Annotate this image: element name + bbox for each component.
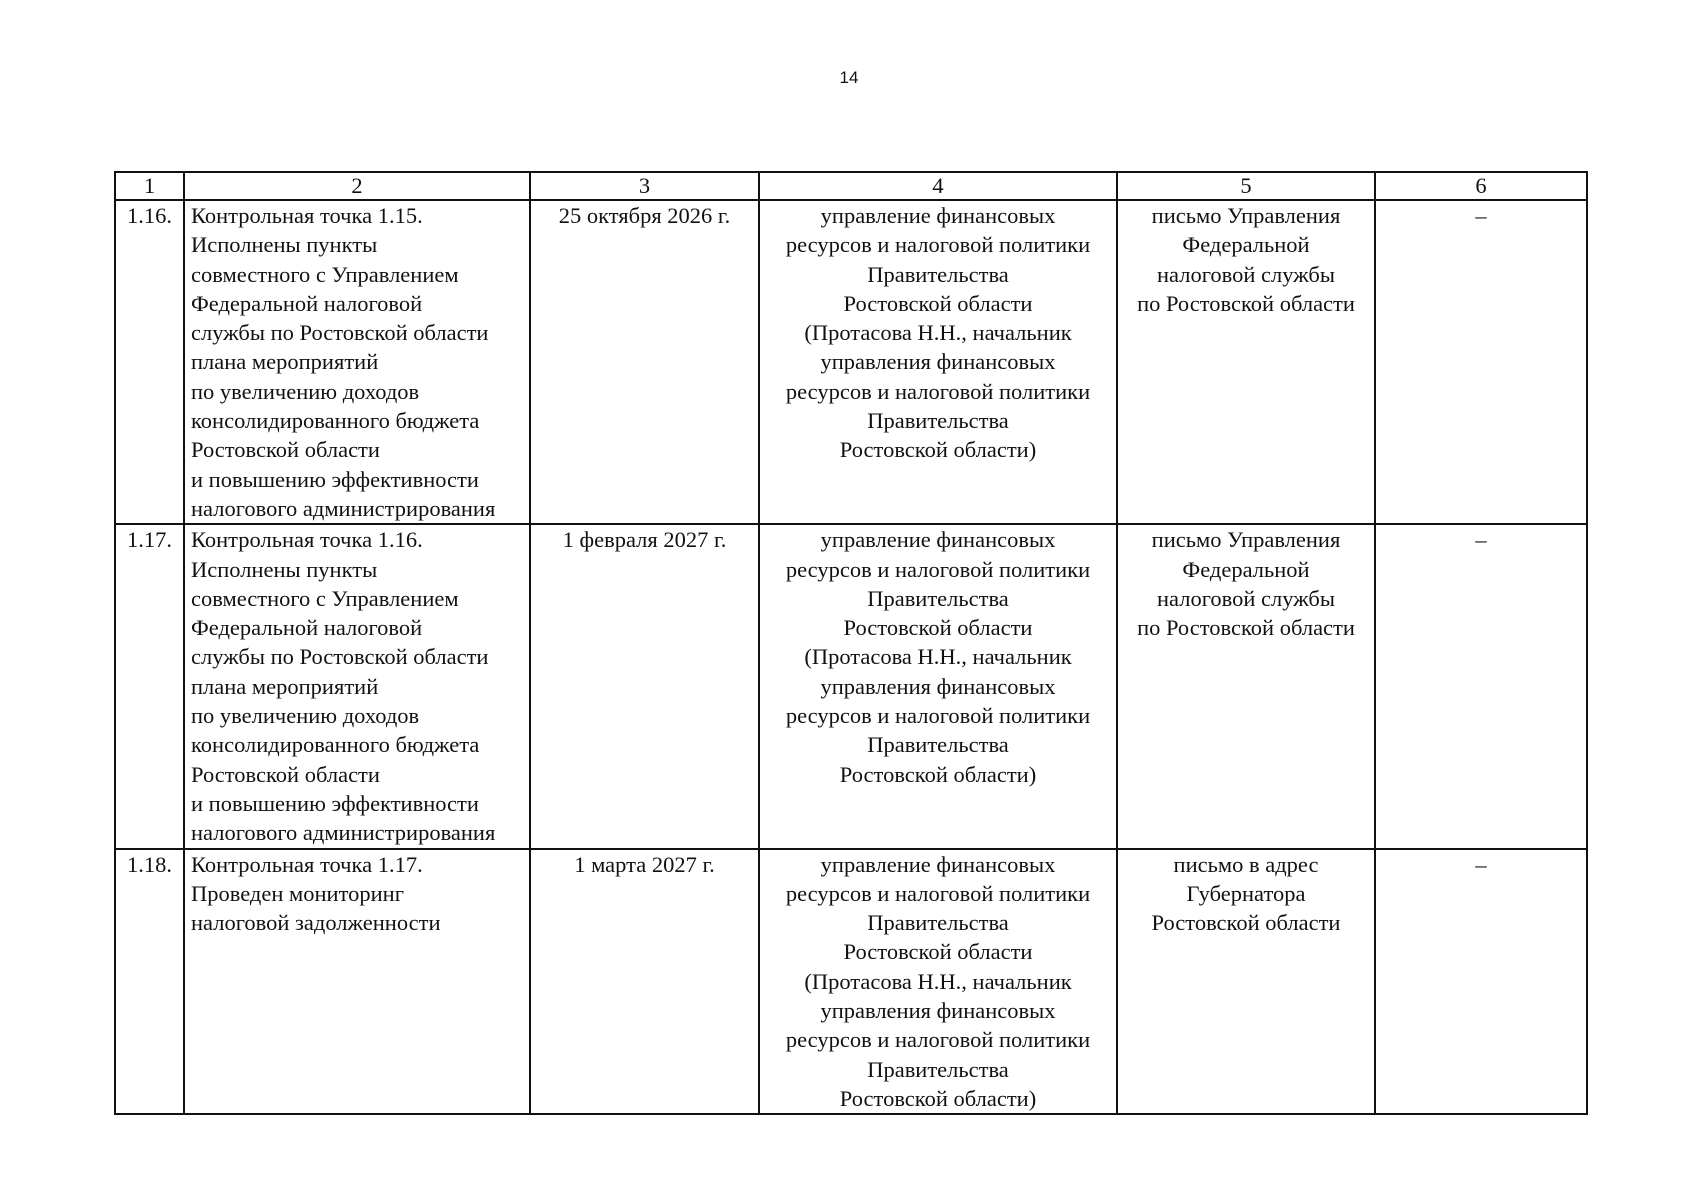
table-row (115, 524, 1587, 848)
header-col-4: 4 (759, 172, 1117, 200)
row-description: Контрольная точка 1.15. Исполнены пункты совместного с Управлением Федеральной налоговой службы по Ростовской области плана мероприятий по увеличению доходов консолидированного бюджета Ростовской области и повышению эффективности налогового администрирования (184, 200, 530, 524)
table-row (115, 200, 1587, 524)
header-col-2: 2 (184, 172, 530, 200)
row-document: письмо в адрес Губернатора Ростовской области (1117, 849, 1375, 1115)
row-description: Контрольная точка 1.16. Исполнены пункты совместного с Управлением Федеральной налоговой службы по Ростовской области плана мероприятий по увеличению доходов консолидированного бюджета Ростовской области и повышению эффективности налогового администрирования (184, 524, 530, 848)
row-number: 1.16. (115, 200, 184, 524)
row-number: 1.18. (115, 849, 184, 1115)
plan-table (114, 171, 1588, 1115)
row-date: 25 октября 2026 г. (530, 200, 759, 524)
header-col-5: 5 (1117, 172, 1375, 200)
row-note: – (1375, 524, 1587, 848)
table-row (115, 849, 1587, 1115)
row-note: – (1375, 200, 1587, 524)
row-document: письмо Управления Федеральной налоговой службы по Ростовской области (1117, 200, 1375, 524)
row-date: 1 февраля 2027 г. (530, 524, 759, 848)
row-note: – (1375, 849, 1587, 1115)
row-document: письмо Управления Федеральной налоговой службы по Ростовской области (1117, 524, 1375, 848)
row-responsible: управление финансовых ресурсов и налоговой политики Правительства Ростовской области (Протасова Н.Н., начальник управления финансовых ресурсов и налоговой политики Правительства Ростовской области) (759, 524, 1117, 848)
row-responsible: управление финансовых ресурсов и налоговой политики Правительства Ростовской области (Протасова Н.Н., начальник управления финансовых ресурсов и налоговой политики Правительства Ростовской области) (759, 200, 1117, 524)
row-responsible: управление финансовых ресурсов и налоговой политики Правительства Ростовской области (Протасова Н.Н., начальник управления финансовых ресурсов и налоговой политики Правительства Ростовской области) (759, 849, 1117, 1115)
header-col-6: 6 (1375, 172, 1587, 200)
table-header-row (115, 172, 1587, 200)
page-number: 14 (839, 68, 859, 87)
header-col-1: 1 (115, 172, 184, 200)
row-number: 1.17. (115, 524, 184, 848)
row-date: 1 марта 2027 г. (530, 849, 759, 1115)
row-description: Контрольная точка 1.17. Проведен мониторинг налоговой задолженности (184, 849, 530, 1115)
header-col-3: 3 (530, 172, 759, 200)
